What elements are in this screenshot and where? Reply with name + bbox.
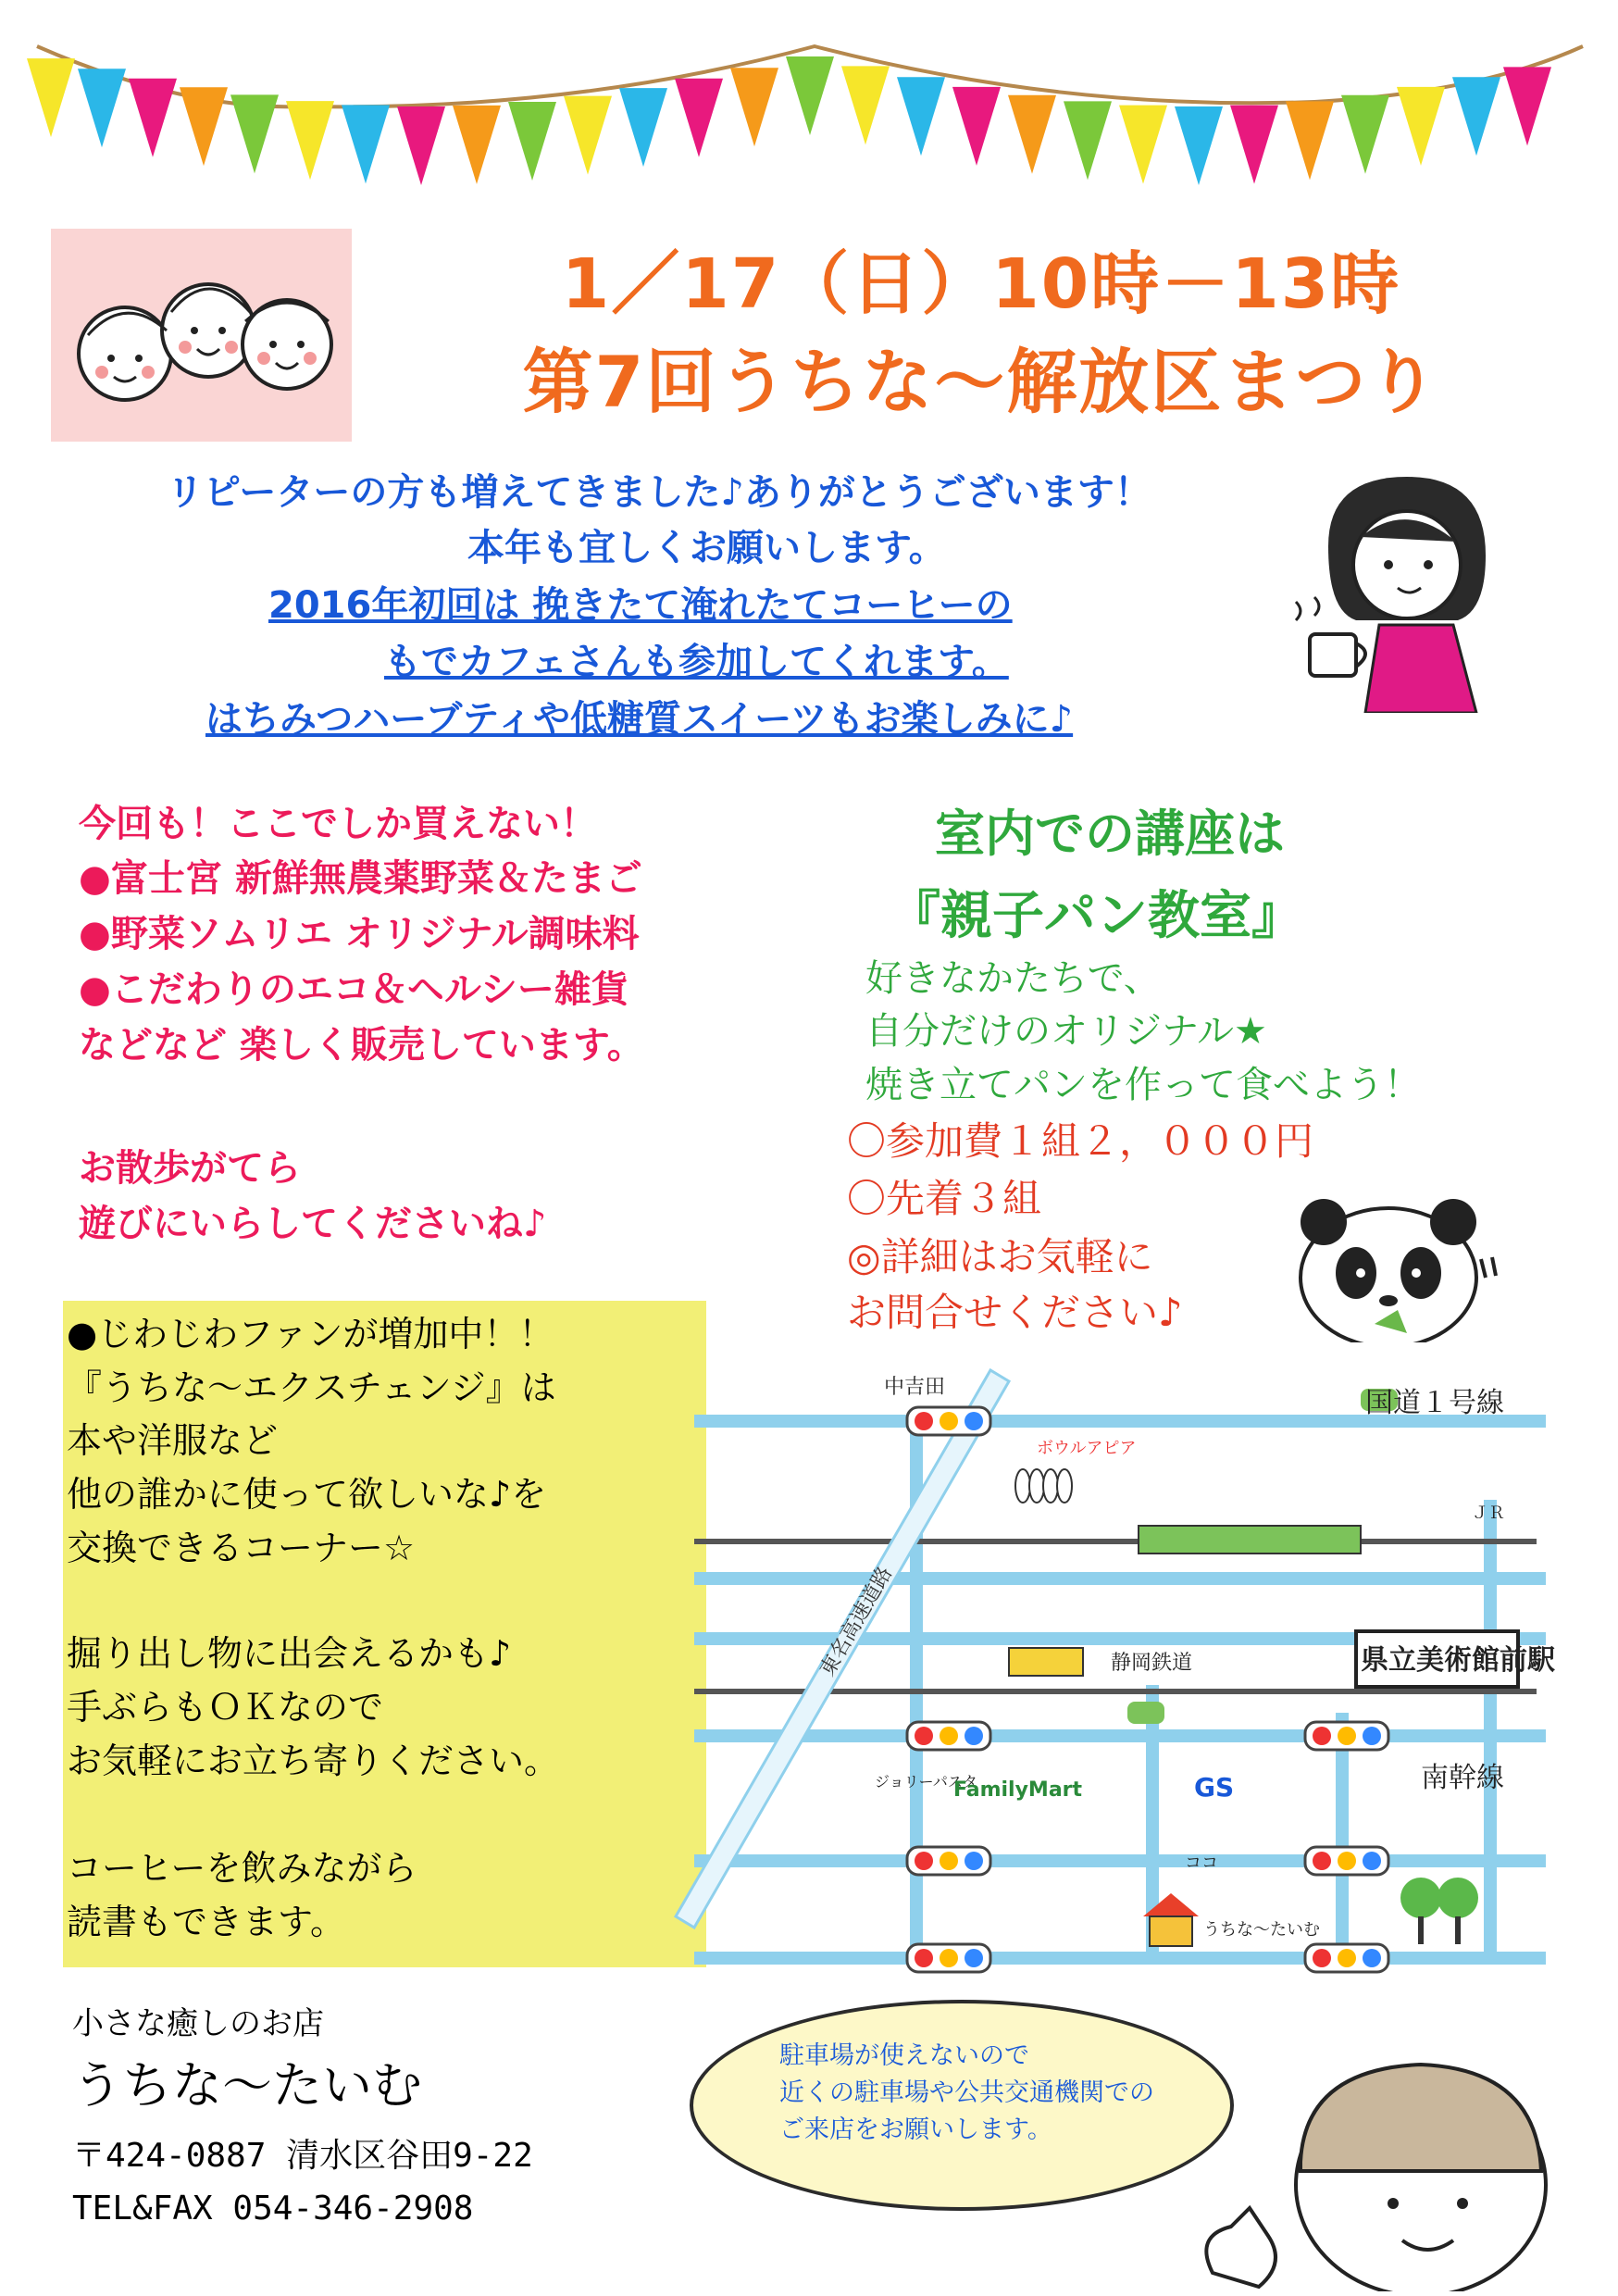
bunting-flag: [841, 66, 890, 144]
sales-line-2: ●富士宮 新鮮無農薬野菜＆たまご: [79, 857, 642, 900]
bunting-flag: [508, 102, 556, 181]
map-label-shop: うちな～たいむ: [1203, 1920, 1320, 1940]
shizutetsu-train-icon: [1009, 1648, 1083, 1676]
bunting-flag: [1175, 106, 1223, 185]
bunting-decoration: [0, 0, 1618, 213]
bunting-flag: [230, 94, 279, 173]
map-label-nankan: 南幹線: [1421, 1762, 1504, 1794]
exchange-line-5: 交換できるコーナー☆: [67, 1528, 416, 1568]
shop-address: 〒424-0887 清水区谷田9-22: [72, 2137, 533, 2175]
sales-line-6: お散歩がてら: [79, 1147, 301, 1190]
sales-line-7: 遊びにいらしてくださいね♪: [79, 1203, 547, 1245]
bunting-flag: [180, 87, 228, 166]
parking-line-1: 駐車場が使えないので: [779, 2041, 1029, 2070]
bunting-flag: [342, 105, 390, 183]
bunting-flag: [1397, 87, 1445, 166]
bunting-flag: [786, 56, 834, 135]
exchange-line-6: 掘り出し物に出会えるかも♪: [67, 1633, 512, 1674]
class-heading-2: 『親子パン教室』: [889, 886, 1303, 946]
class-heading-1: 室内での講座は: [935, 805, 1285, 863]
exchange-line-10: 読書もできます。: [67, 1902, 345, 1942]
three-kids-icon: [51, 229, 352, 442]
bunting-flag: [453, 106, 501, 184]
panda-illustration: [1287, 1185, 1500, 1342]
tree-icon: [1400, 1878, 1478, 1944]
access-map: [639, 1361, 1564, 2028]
bunting-flag: [1503, 67, 1551, 145]
bunting-flag: [129, 79, 177, 157]
map-label-familymart: FamilyMart: [953, 1778, 1083, 1802]
bunting-flag: [619, 88, 667, 167]
intro-line-3: 2016年初回は 挽きたて淹れたてコーヒーの: [268, 584, 1013, 627]
intro-line-2: 本年も宜しくお願いします。: [467, 527, 946, 569]
sales-line-5: などなど 楽しく販売しています。: [79, 1024, 644, 1067]
bunting-flag: [78, 69, 126, 147]
bunting-flag: [897, 77, 945, 156]
event-title: 第7回うちな～解放区まつり: [522, 341, 1440, 423]
bunting-flag: [1008, 95, 1056, 174]
map-label-route1: 国道１号線: [1365, 1387, 1504, 1419]
waving-child-illustration: [1185, 2023, 1555, 2291]
bunting-flag: [952, 87, 1001, 166]
map-label-koko: ココ: [1185, 1853, 1218, 1873]
bunting-flag: [1119, 106, 1167, 184]
bunting-flag: [730, 68, 778, 146]
map-label-gs: GS: [1194, 1772, 1235, 1803]
class-desc-2: 自分だけのオリジナル★: [865, 1010, 1267, 1053]
bunting-flag: [1286, 101, 1334, 180]
map-label-nakayoshida: 中吉田: [884, 1376, 946, 1399]
exchange-line-4: 他の誰かに使って欲しいな♪を: [67, 1474, 547, 1515]
bunting-flag: [1341, 95, 1389, 174]
coffee-girl-illustration: [1291, 463, 1513, 713]
kids-illustration: [51, 229, 352, 442]
class-fee: 〇参加費１組２，０００円: [847, 1118, 1314, 1164]
bunting-flag: [1452, 77, 1500, 156]
intro-line-1: リピーターの方も増えてきました♪ありがとうございます！: [167, 471, 1151, 514]
map-label-highway: 東名高速道路: [815, 1563, 898, 1680]
bowling-pins-icon: [1015, 1469, 1072, 1503]
intro-line-4: もでカフェさんも参加してくれます。: [384, 641, 1009, 683]
parking-line-3: ご来店をお願いします。: [779, 2115, 1052, 2144]
bunting-flag: [564, 96, 612, 175]
class-detail-1: ◎詳細はお気軽に: [847, 1234, 1153, 1279]
map-label-jolly: ジョリーパスタ: [875, 1773, 977, 1791]
bunting-flag: [1230, 106, 1278, 184]
exchange-line-7: 手ぶらもＯＫなので: [67, 1687, 384, 1728]
exchange-box: [63, 1301, 706, 1967]
exchange-line-9: コーヒーを飲みながら: [67, 1848, 417, 1889]
exchange-line-2: 『うちな～エクスチェンジ』は: [67, 1367, 556, 1408]
sales-line-4: ●こだわりのエコ＆ヘルシー雑貨: [79, 968, 629, 1011]
event-date: 1／17（日）10時－13時: [561, 244, 1401, 324]
map-label-jr: ＪＲ: [1472, 1504, 1505, 1523]
shop-tagline: 小さな癒しのお店: [72, 2005, 324, 2042]
class-desc-3: 焼き立てパンを作って食べよう！: [865, 1064, 1421, 1106]
class-desc-1: 好きなかたちで、: [865, 957, 1161, 1000]
bunting-flag: [397, 106, 445, 185]
class-limit: 〇先着３組: [847, 1176, 1042, 1221]
map-label-bowl: ボウルアピア: [1037, 1439, 1137, 1458]
sales-line-1: 今回も！ここでしか買えない！: [79, 803, 597, 845]
car-icon: [1127, 1702, 1164, 1724]
bunting-flag: [27, 58, 75, 137]
sales-line-3: ●野菜ソムリエ オリジナル調味料: [79, 913, 640, 955]
shop-tel: TEL&FAX 054-346-2908: [72, 2190, 474, 2227]
parking-line-2: 近くの駐車場や公共交通機関での: [779, 2078, 1154, 2107]
exchange-line-1: ●じわじわファンが増加中！！: [67, 1314, 554, 1354]
exchange-line-3: 本や洋服など: [67, 1420, 279, 1461]
class-detail-2: お問合せください♪: [847, 1290, 1183, 1335]
map-label-shizutetsu: 静岡鉄道: [1111, 1652, 1193, 1675]
bunting-flag: [1064, 101, 1112, 180]
bunting-flag: [675, 79, 723, 157]
jr-train-icon: [1139, 1526, 1361, 1554]
exchange-line-8: お気軽にお立ち寄りください。: [67, 1741, 560, 1781]
shop-name: うちな～たいむ: [72, 2056, 422, 2115]
intro-line-5: はちみつハーブティや低糖質スイーツもお楽しみに♪: [205, 698, 1074, 741]
bunting-flag: [286, 101, 334, 180]
map-label-station: 県立美術館前駅: [1361, 1644, 1555, 1677]
